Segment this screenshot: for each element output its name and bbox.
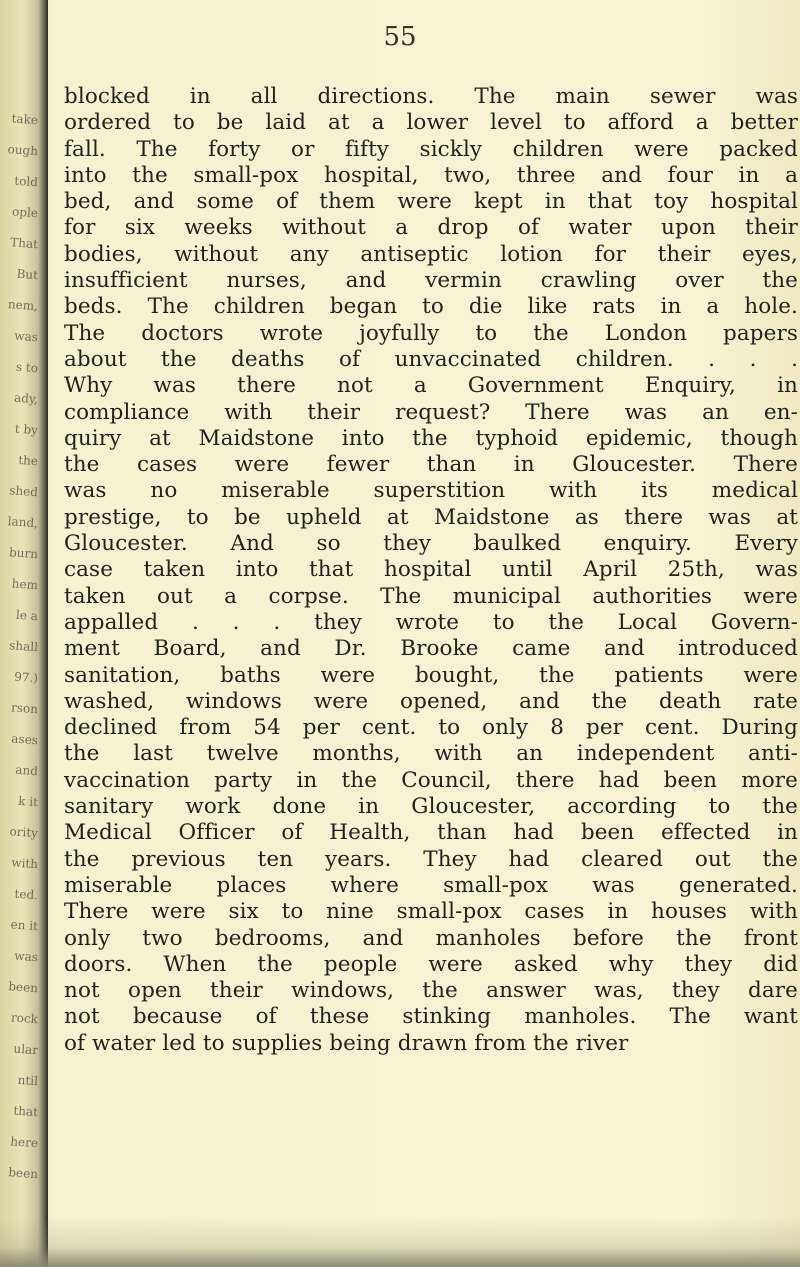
facing-page-fragment: shall xyxy=(8,638,39,655)
facing-page-fragment: and xyxy=(14,762,39,779)
text-line: taken out a corpse. The municipal authorities were xyxy=(64,583,798,609)
facing-page-fragment: t by xyxy=(14,421,39,438)
body-text xyxy=(64,84,798,1057)
text-line: Why was there not a Government Enquiry, in xyxy=(64,373,798,399)
facing-page-fragment: 97.) xyxy=(13,669,39,686)
facing-page-fragment: the xyxy=(17,452,39,469)
text-line: quiry at Maidstone into the typhoid epidemic, though xyxy=(64,425,798,451)
text-line: There were six to nine small-pox cases in houses with xyxy=(64,899,798,925)
facing-page-fragment: rock xyxy=(10,1010,39,1027)
facing-page-fragment: ady, xyxy=(13,390,39,407)
text-line: not because of these stinking manholes. The want xyxy=(64,1004,798,1030)
text-line: The doctors wrote joyfully to the London papers xyxy=(64,320,798,346)
facing-page-fragment: en it xyxy=(10,917,39,934)
facing-page-fragment: k it xyxy=(17,793,39,810)
text-line: only two bedrooms, and manholes before the front xyxy=(64,925,798,951)
facing-page-fragment: ular xyxy=(13,1041,39,1058)
facing-page-fragment: here xyxy=(9,1134,39,1151)
text-line: bodies, without any antiseptic lotion for their eyes, xyxy=(64,241,798,267)
facing-page-fragment: burn xyxy=(8,545,39,562)
text-line: of water led to supplies being drawn from the river xyxy=(64,1030,629,1056)
page-bottom-shadow xyxy=(0,1217,800,1267)
facing-page-fragment: s to xyxy=(15,359,39,376)
facing-page-fragment: That xyxy=(9,235,39,252)
text-line: Gloucester. And so they baulked enquiry. Every xyxy=(64,531,798,557)
facing-page-fragment: shed xyxy=(8,483,39,500)
facing-page-fragment: land, xyxy=(7,514,39,531)
facing-page-fragment: was xyxy=(13,328,39,345)
facing-page-fragment: ntil xyxy=(17,1072,39,1089)
facing-page-fragment: le a xyxy=(15,607,39,624)
text-line: fall. The forty or fifty sickly children were packed xyxy=(64,136,798,162)
text-line: about the deaths of unvaccinated children. . . . xyxy=(64,346,798,372)
text-line: compliance with their request? There was an en- xyxy=(64,399,798,425)
text-line: case taken into that hospital until April 25th, was xyxy=(64,557,798,583)
text-line: bed, and some of them were kept in that toy hospital xyxy=(64,189,798,215)
text-line: doors. When the people were asked why they did xyxy=(64,951,798,977)
facing-page-fragment: ases xyxy=(10,731,39,748)
text-line: prestige, to be upheld at Maidstone as there was at xyxy=(64,504,798,530)
text-line: appalled . . . they wrote to the Local Govern- xyxy=(64,609,798,635)
facing-page-fragment: ted. xyxy=(14,886,39,903)
text-line: miserable places where small-pox was generated. xyxy=(64,872,798,898)
text-line: Medical Officer of Health, than had been effected in xyxy=(64,820,798,846)
facing-page-fragment: been xyxy=(7,1165,39,1182)
text-line: not open their windows, the answer was, they dare xyxy=(64,978,798,1004)
text-line: blocked in all directions. The main sewer was xyxy=(64,84,798,109)
text-line: washed, windows were opened, and the death rate xyxy=(64,688,798,714)
facing-page-fragment: ority xyxy=(9,824,39,841)
text-line: for six weeks without a drop of water upon their xyxy=(64,215,798,241)
facing-page-fragment: take xyxy=(11,111,39,128)
text-line: ordered to be laid at a lower level to afford a better xyxy=(64,110,798,136)
text-line: the previous ten years. They had cleared out the xyxy=(64,846,798,872)
text-line: beds. The children began to die like rats in a hole. xyxy=(64,294,798,320)
text-line: was no miserable superstition with its medical xyxy=(64,478,798,504)
binding-gutter xyxy=(0,0,48,1267)
text-line: the last twelve months, with an independent anti- xyxy=(64,741,798,767)
facing-page-fragment: told xyxy=(13,173,39,190)
text-line: declined from 54 per cent. to only 8 per cent. During xyxy=(64,715,798,741)
text-line: sanitary work done in Gloucester, according to the xyxy=(64,794,798,820)
facing-page-fragment: But xyxy=(16,266,39,283)
text-line: the cases were fewer than in Gloucester. There xyxy=(64,452,798,478)
facing-page-fragment: nem, xyxy=(7,297,39,314)
facing-page-fragment: ough xyxy=(7,142,39,159)
text-line: into the small-pox hospital, two, three and four in a xyxy=(64,162,798,188)
page-number: 55 xyxy=(383,22,417,52)
facing-page-fragment: been xyxy=(7,979,39,996)
text-line: ment Board, and Dr. Brooke came and introduced xyxy=(64,636,798,662)
facing-page-fragment: rson xyxy=(10,700,39,717)
text-line: insufficient nurses, and vermin crawling over the xyxy=(64,268,798,294)
facing-page-fragment: that xyxy=(12,1103,39,1120)
facing-page-fragment: was xyxy=(13,948,39,965)
facing-page-fragment: ople xyxy=(11,204,39,221)
facing-page-fragment: hem xyxy=(11,576,39,593)
text-line: vaccination party in the Council, there had been more xyxy=(64,767,798,793)
text-line: sanitation, baths were bought, the patients were xyxy=(64,662,798,688)
facing-page-fragment: with xyxy=(10,855,39,872)
